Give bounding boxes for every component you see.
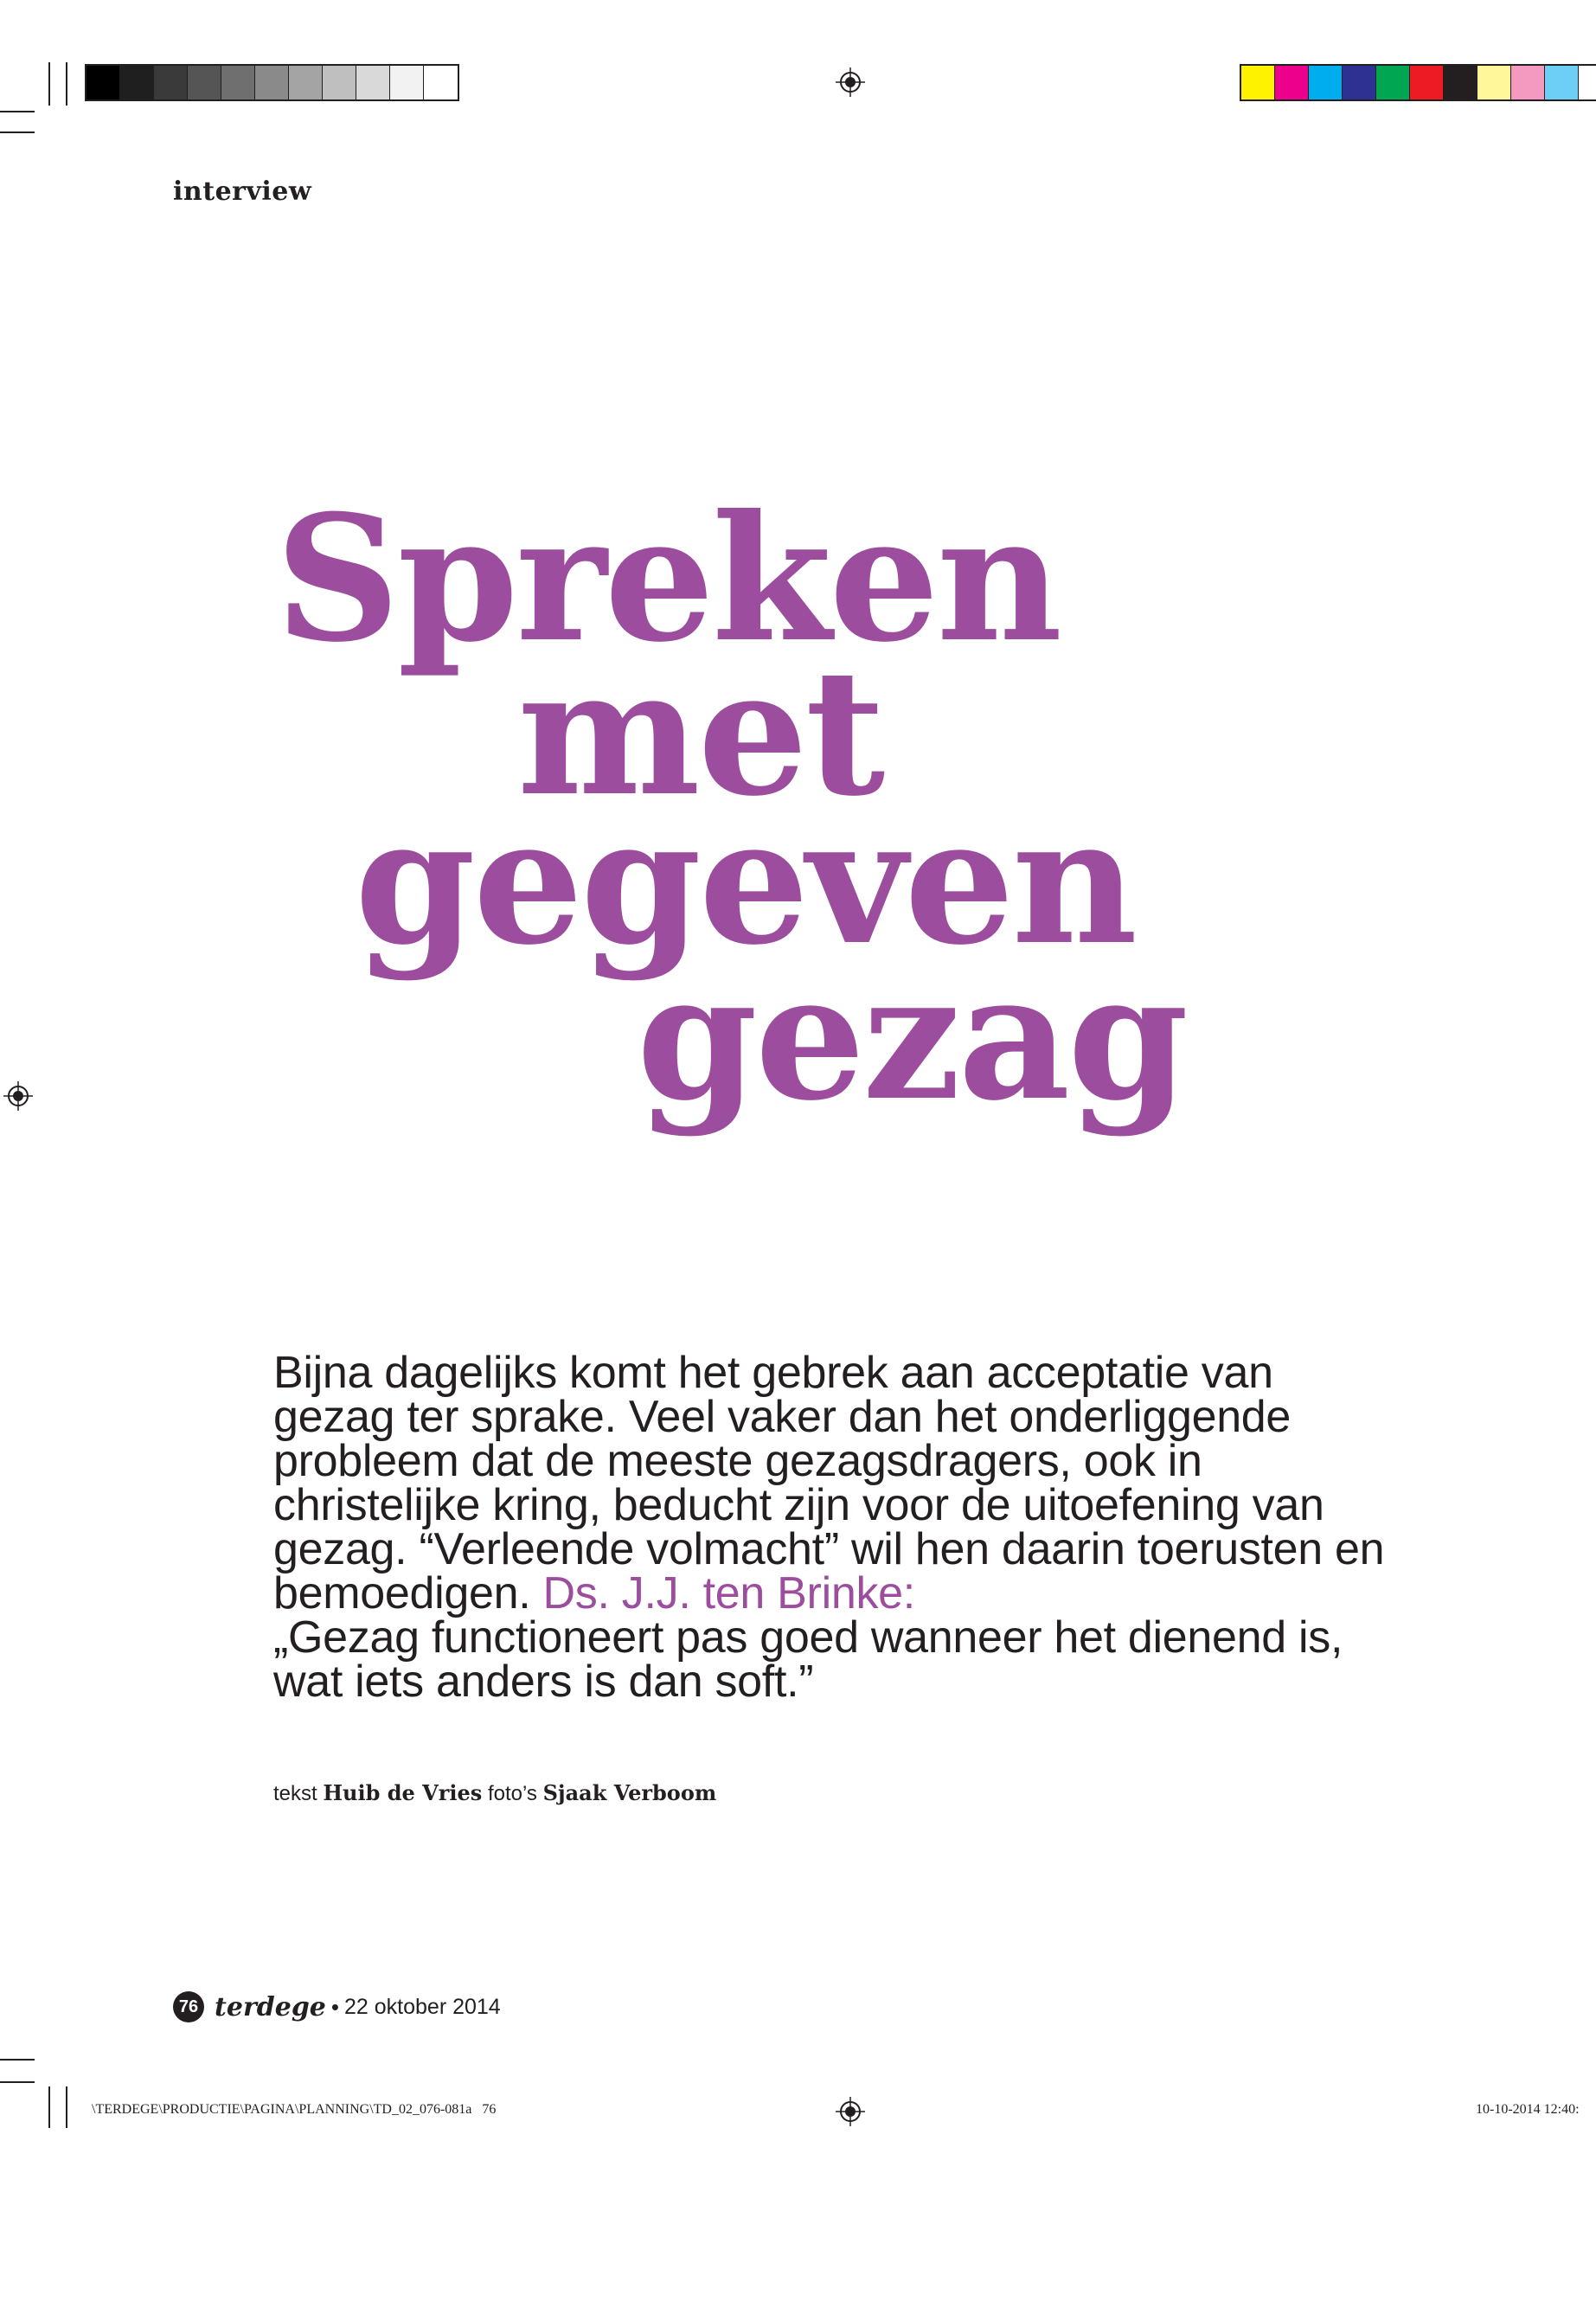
byline-photo-label: foto’s: [487, 1782, 537, 1805]
print-slug-timestamp: 10-10-2014 12:40:: [1476, 2102, 1580, 2117]
color-swatch: [1309, 66, 1343, 99]
byline-author: Huib de Vries: [323, 1780, 483, 1805]
byline-text-label: tekst: [273, 1782, 317, 1805]
gray-swatch: [120, 66, 154, 99]
color-swatch: [1579, 66, 1596, 99]
intro-quote: „Gezag functioneert pas goed wanneer het dienend is, wat iets anders is dan soft.”: [273, 1612, 1343, 1707]
crop-mark: [0, 2081, 35, 2083]
footer-separator: •: [330, 1993, 339, 2020]
color-swatch: [1477, 66, 1511, 99]
headline-line-3: gegeven: [355, 780, 1136, 984]
intro-text: Bijna dagelijks komt het gebrek aan acceptatie van gezag ter sprake. Veel vaker dan het onderliggende probleem dat de meeste gezagsdragers, ook in christelijke kring, beducht zijn voor de uitoefening van gezag. “Verleende volmacht” wil hen daarin toerusten en bemoedigen.: [273, 1348, 1385, 1618]
crop-mark: [0, 131, 35, 133]
section-label: interview: [173, 176, 312, 207]
gray-calibration-bar: [85, 64, 459, 101]
publication-date: 22 oktober 2014: [344, 1994, 501, 2019]
crop-mark: [48, 62, 50, 106]
intro-paragraph: [273, 1348, 1389, 1707]
color-swatch: [1343, 66, 1376, 99]
magazine-brand: terdege: [215, 1991, 326, 2022]
color-swatch: [1511, 66, 1545, 99]
color-swatch: [1275, 66, 1309, 99]
headline-line-1: Spreken: [275, 478, 1061, 681]
registration-mark-icon: [836, 67, 865, 97]
gray-swatch: [390, 66, 424, 99]
color-swatch: [1410, 66, 1444, 99]
print-slug-page: 76: [482, 2102, 497, 2117]
gray-swatch: [323, 66, 356, 99]
crop-mark: [48, 2086, 50, 2128]
byline: [273, 1780, 716, 1806]
color-swatch: [1545, 66, 1579, 99]
gray-swatch: [424, 66, 458, 99]
gray-swatch: [289, 66, 323, 99]
registration-mark-icon: [3, 1081, 33, 1111]
headline-line-2: met: [517, 631, 883, 835]
page-footer: [173, 1991, 501, 2022]
gray-swatch: [87, 66, 120, 99]
registration-mark-icon: [836, 2097, 865, 2126]
color-swatch: [1376, 66, 1410, 99]
crop-mark: [0, 2059, 35, 2061]
page-number: 76: [173, 1991, 204, 2022]
color-swatch: [1444, 66, 1477, 99]
intro-speaker: Ds. J.J. ten Brinke:: [542, 1568, 915, 1618]
color-swatch: [1241, 66, 1275, 99]
print-slug-file: \TERDEGE\PRODUCTIE\PAGINA\PLANNING\TD_02_076-081a: [92, 2102, 472, 2117]
print-slug-path: [92, 2102, 496, 2118]
headline-line-4: gezag: [637, 936, 1187, 1139]
gray-swatch: [154, 66, 188, 99]
gray-swatch: [221, 66, 255, 99]
gray-swatch: [255, 66, 289, 99]
gray-swatch: [188, 66, 221, 99]
byline-photographer: Sjaak Verboom: [542, 1780, 717, 1805]
color-calibration-bar: [1240, 64, 1596, 101]
crop-mark: [66, 62, 67, 106]
crop-mark: [0, 111, 35, 112]
gray-swatch: [356, 66, 390, 99]
crop-mark: [66, 2086, 67, 2128]
